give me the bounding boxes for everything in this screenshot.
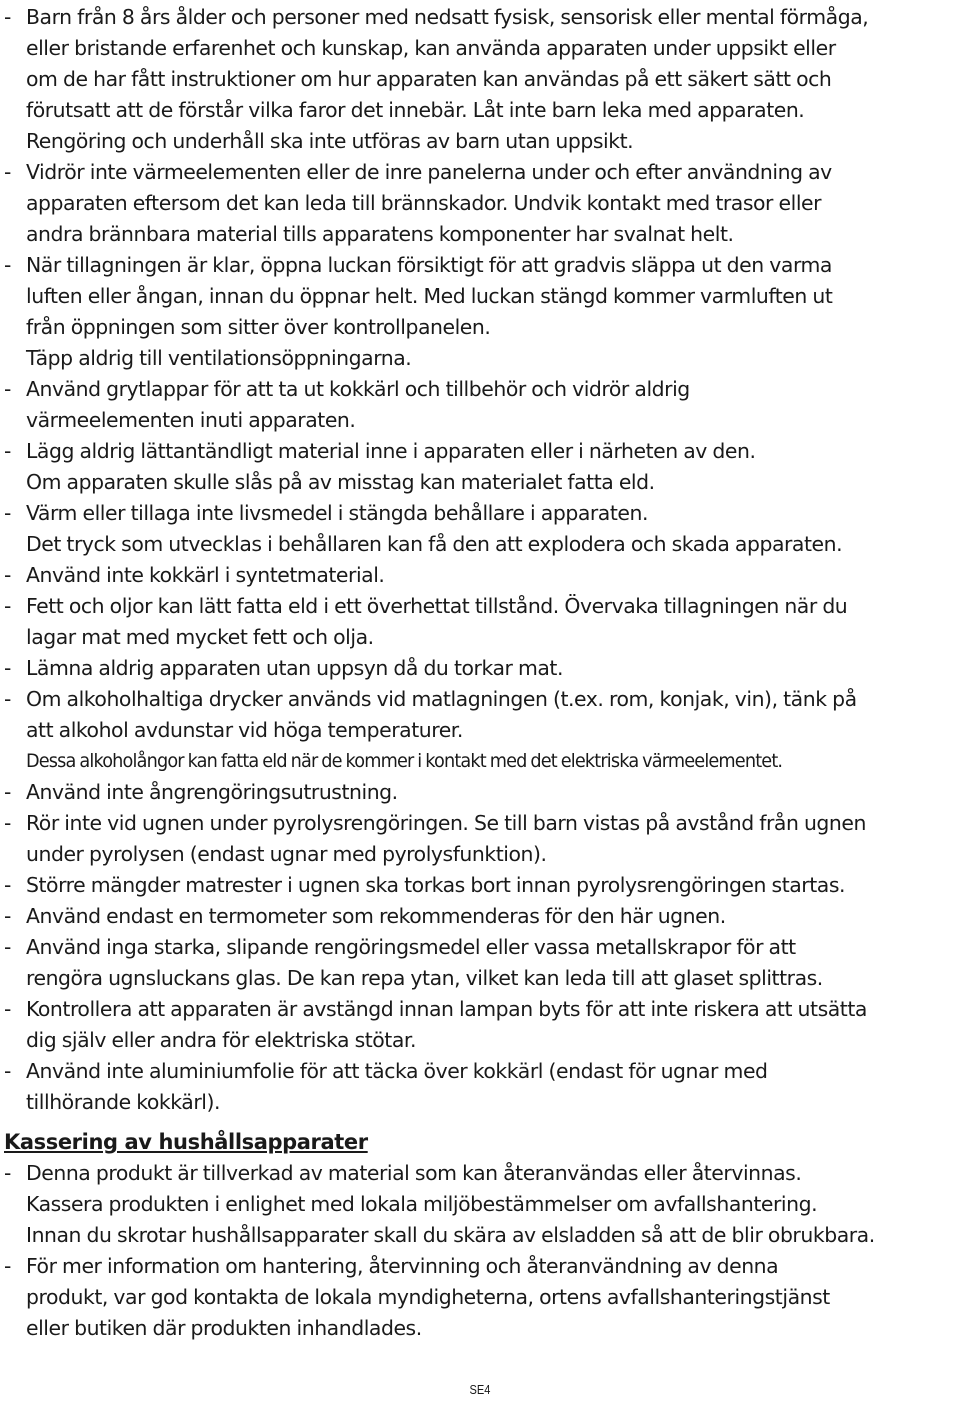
item-text-line: förutsatt att de förstår vilka faror det innebär. Låt inte barn leka med apparaten. [26,98,805,122]
bullet-dash: - [4,687,11,711]
list-item [0,1158,960,1251]
item-text-line: Rör inte vid ugnen under pyrolysrengöringen. Se till barn vistas på avstånd från ugnen [26,811,866,835]
item-text-line: om de har fått instruktioner om hur apparaten kan användas på ett säkert sätt och [26,67,832,91]
list-item [0,1251,960,1344]
bullet-dash: - [4,501,11,525]
bullet-dash: - [4,904,11,928]
bullet-dash: - [4,377,11,401]
bullet-dash: - [4,935,11,959]
item-text-line: Kassera produkten i enlighet med lokala miljöbestämmelser om avfallshantering. [26,1192,818,1216]
list-item [0,2,960,157]
item-text-line: värmeelementen inuti apparaten. [26,408,356,432]
item-text-line: lagar mat med mycket fett och olja. [26,625,374,649]
item-text-line: andra brännbara material tills apparatens komponenter har svalnat helt. [26,222,734,246]
item-text-line: Använd endast en termometer som rekommenderas för den här ugnen. [26,904,726,928]
disposal-instructions-list [0,1158,960,1344]
list-item [0,777,960,808]
item-text-line: Vidrör inte värmeelementen eller de inre panelerna under och efter användning av [26,160,832,184]
item-text-line: Dessa alkoholångor kan fatta eld när de kommer i kontakt med det elektriska värmeelementet. [26,750,783,772]
item-text-line: Lämna aldrig apparaten utan uppsyn då du torkar mat. [26,656,563,680]
item-text-line: Innan du skrotar hushållsapparater skall du skära av elsladden så att de blir obrukbara. [26,1223,875,1247]
list-item [0,157,960,250]
bullet-dash: - [4,656,11,680]
bullet-dash: - [4,594,11,618]
disposal-heading: Kassering av hushållsapparater [4,1130,368,1154]
list-item [0,374,960,436]
list-item [0,653,960,684]
item-text-line: att alkohol avdunstar vid höga temperaturer. [26,718,463,742]
bullet-dash: - [4,5,11,29]
list-item [0,1056,960,1118]
item-text-line: Denna produkt är tillverkad av material som kan återanvändas eller återvinnas. [26,1161,802,1185]
bullet-dash: - [4,873,11,897]
item-text-line: tillhörande kokkärl). [26,1090,221,1114]
item-text-line: Fett och oljor kan lätt fatta eld i ett överhettat tillstånd. Övervaka tillagningen när du [26,594,848,618]
item-text-line: Täpp aldrig till ventilationsöppningarna. [26,346,412,370]
item-text-line: under pyrolysen (endast ugnar med pyrolysfunktion). [26,842,547,866]
item-text-line: dig själv eller andra för elektriska stötar. [26,1028,416,1052]
list-item [0,870,960,901]
list-item [0,684,960,777]
list-item [0,560,960,591]
item-text-line: Använd inga starka, slipande rengöringsmedel eller vassa metallskrapor för att [26,935,796,959]
bullet-dash: - [4,253,11,277]
item-text-line: När tillagningen är klar, öppna luckan försiktigt för att gradvis släppa ut den varma [26,253,832,277]
item-text-line: Om alkoholhaltiga drycker används vid matlagningen (t.ex. rom, konjak, vin), tänk på [26,687,857,711]
list-item [0,591,960,653]
item-text-line: Använd grytlappar för att ta ut kokkärl och tillbehör och vidrör aldrig [26,377,690,401]
item-text-line: Rengöring och underhåll ska inte utföras av barn utan uppsikt. [26,129,634,153]
item-text-line: Lägg aldrig lättantändligt material inne i apparaten eller i närheten av den. [26,439,756,463]
item-text-line: Använd inte ångrengöringsutrustning. [26,780,398,804]
bullet-dash: - [4,811,11,835]
item-text-line: Barn från 8 års ålder och personer med nedsatt fysisk, sensorisk eller mental förmåga, [26,5,869,29]
item-text-line: produkt, var god kontakta de lokala myndigheterna, ortens avfallshanteringstjänst [26,1285,830,1309]
bullet-dash: - [4,1254,11,1278]
safety-instructions-list [0,2,960,1118]
bullet-dash: - [4,1059,11,1083]
item-text-line: från öppningen som sitter över kontrollpanelen. [26,315,491,339]
item-text-line: rengöra ugnsluckans glas. De kan repa ytan, vilket kan leda till att glaset splittras. [26,966,823,990]
bullet-dash: - [4,780,11,804]
item-text-line: apparaten eftersom det kan leda till brännskador. Undvik kontakt med trasor eller [26,191,822,215]
item-text-line: Det tryck som utvecklas i behållaren kan få den att explodera och skada apparaten. [26,532,843,556]
list-item [0,994,960,1056]
list-item [0,808,960,870]
item-text-line: Större mängder matrester i ugnen ska torkas bort innan pyrolysrengöringen startas. [26,873,846,897]
item-text-line: Använd inte aluminiumfolie för att täcka över kokkärl (endast för ugnar med [26,1059,768,1083]
bullet-dash: - [4,160,11,184]
bullet-dash: - [4,997,11,1021]
list-item [0,498,960,560]
item-text-line: eller bristande erfarenhet och kunskap, kan använda apparaten under uppsikt eller [26,36,836,60]
item-text-line: eller butiken där produkten inhandlades. [26,1316,422,1340]
list-item [0,250,960,374]
page-number: SE4 [469,1382,491,1397]
item-text-line: För mer information om hantering, återvinning och återanvändning av denna [26,1254,779,1278]
list-item [0,901,960,932]
item-text-line: Använd inte kokkärl i syntetmaterial. [26,563,385,587]
bullet-dash: - [4,563,11,587]
item-text-line: luften eller ångan, innan du öppnar helt. Med luckan stängd kommer varmluften ut [26,284,833,308]
bullet-dash: - [4,1161,11,1185]
item-text-line: Om apparaten skulle slås på av misstag kan materialet fatta eld. [26,470,655,494]
bullet-dash: - [4,439,11,463]
item-text-line: Värm eller tillaga inte livsmedel i stängda behållare i apparaten. [26,501,648,525]
list-item [0,436,960,498]
list-item [0,932,960,994]
item-text-line: Kontrollera att apparaten är avstängd innan lampan byts för att inte riskera att utsätta [26,997,867,1021]
